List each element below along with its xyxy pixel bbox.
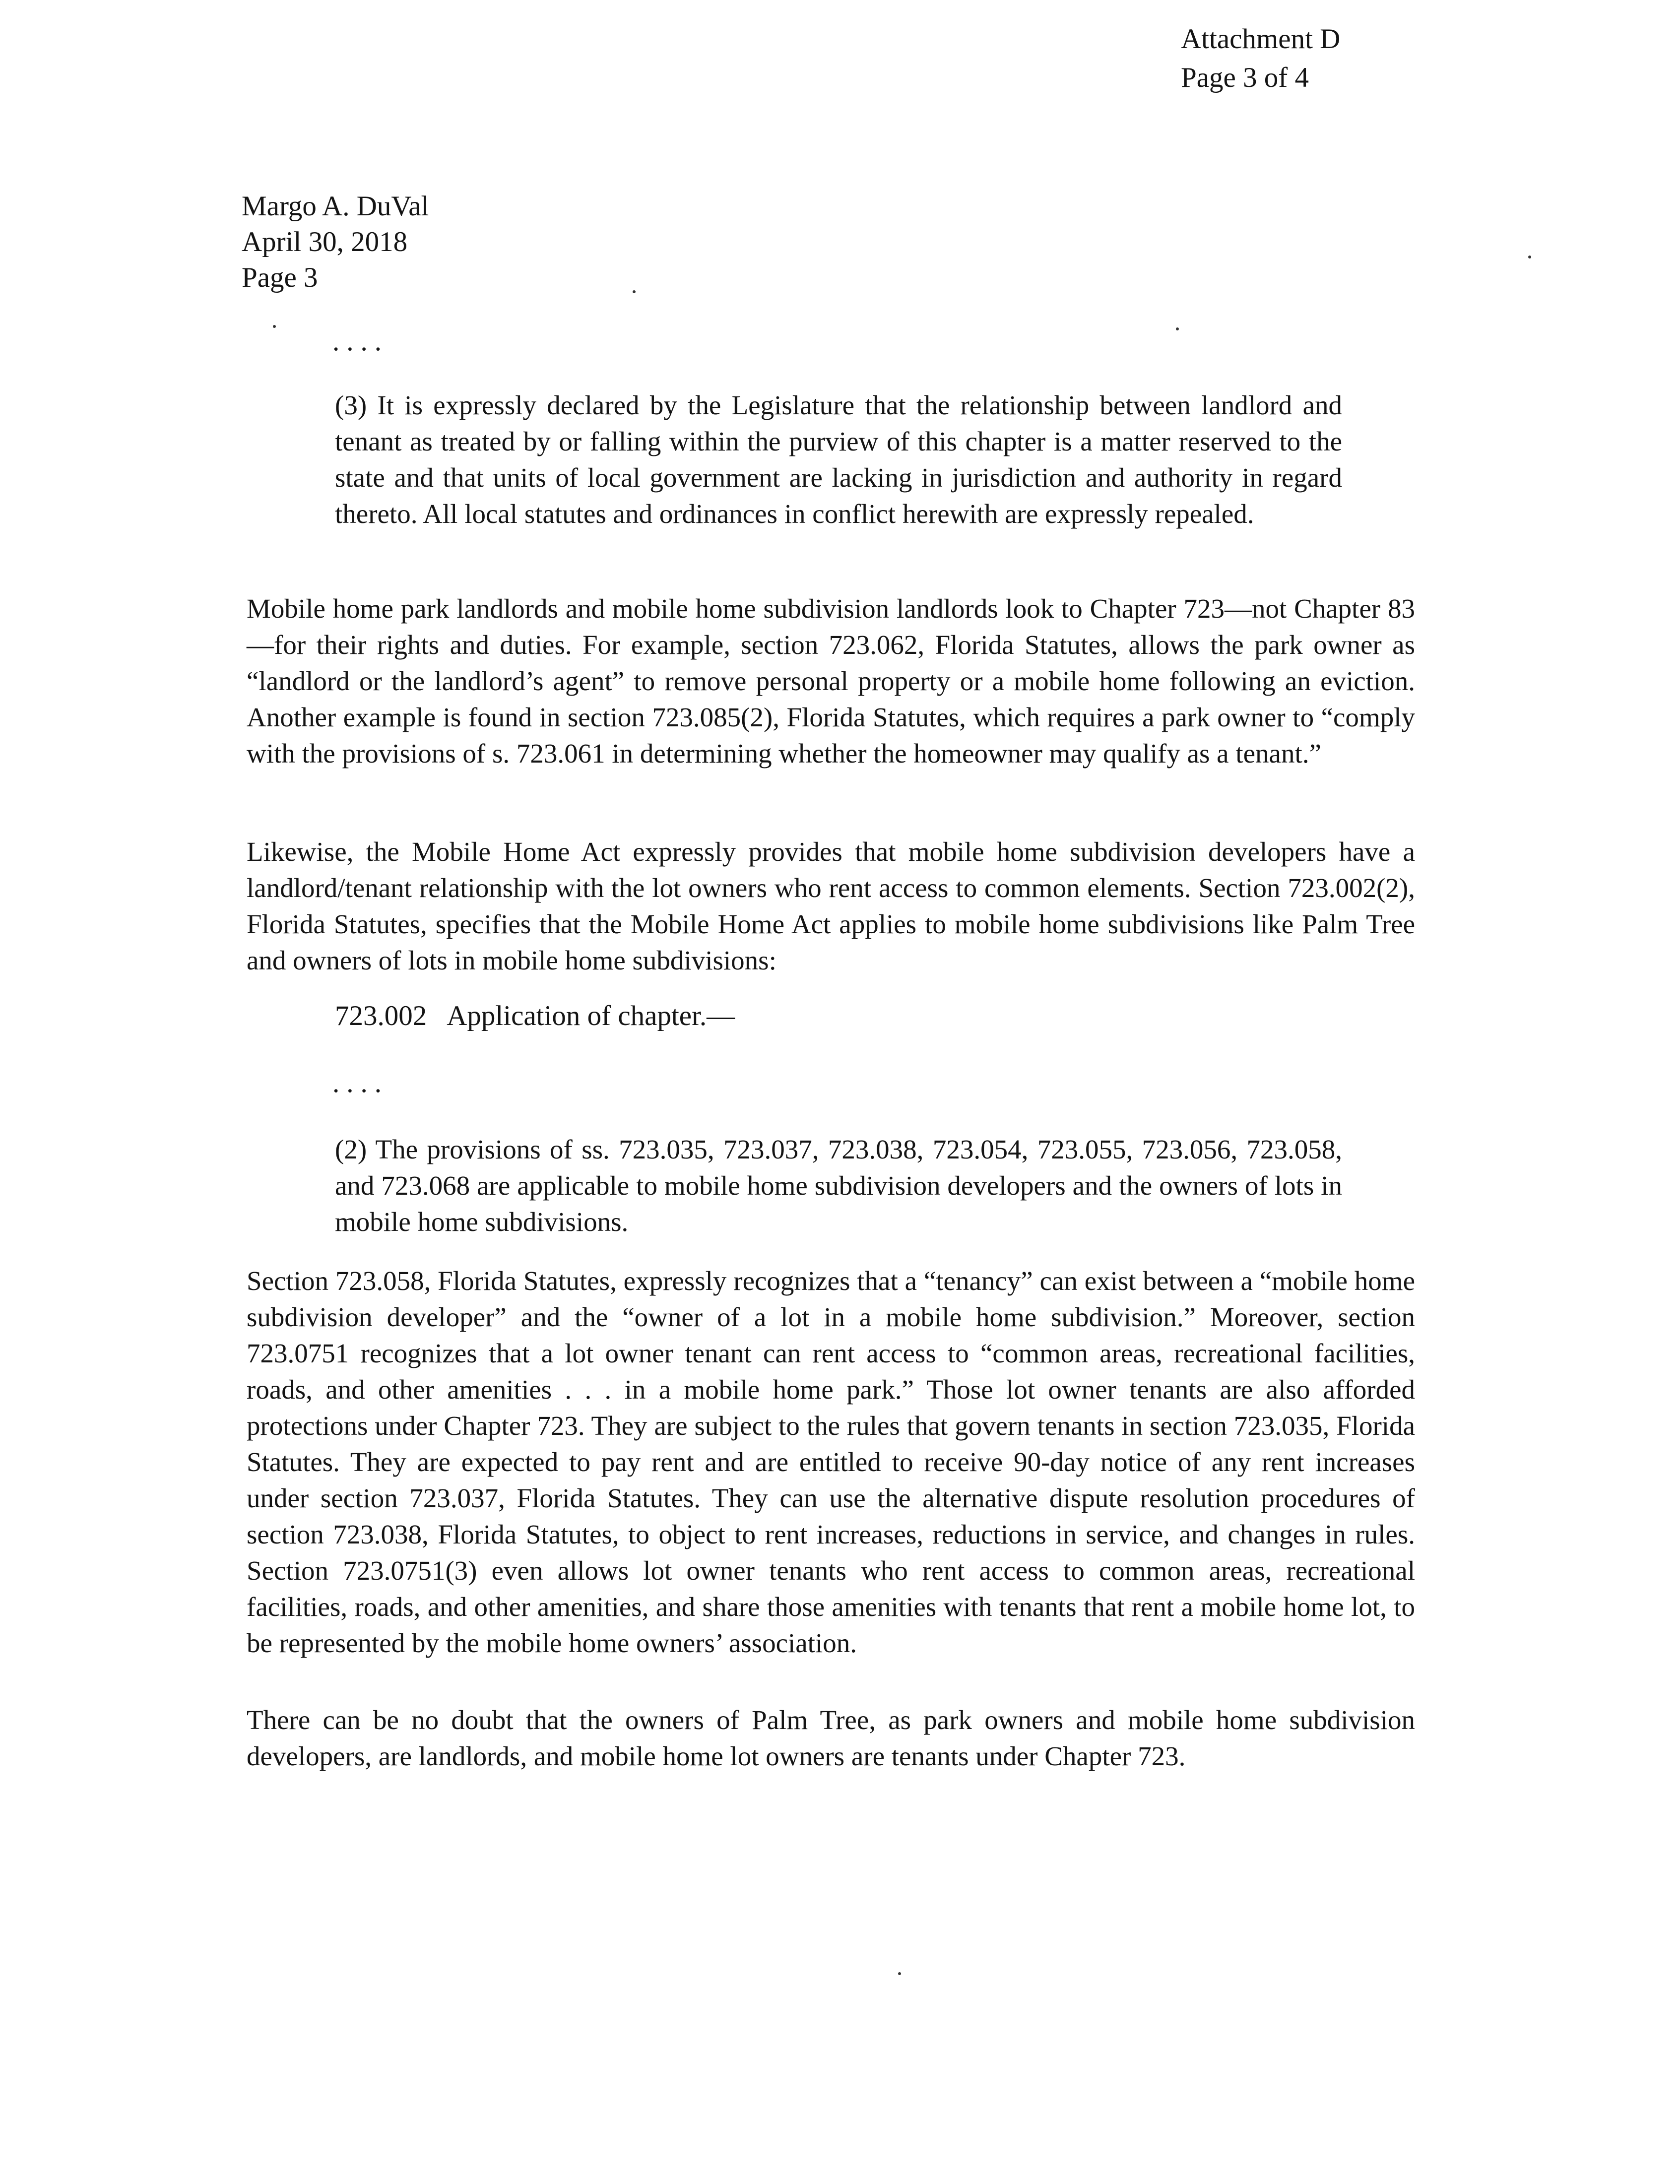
scan-speck (273, 325, 276, 328)
attachment-label (1181, 20, 1459, 97)
letter-header (242, 189, 837, 296)
statute-heading (335, 1000, 735, 1032)
attachment-page-count: Page 3 of 4 (1181, 62, 1309, 93)
scan-speck (1176, 327, 1179, 330)
statute-title: Application of chapter.— (447, 1000, 735, 1031)
statute-quote-1: (3) It is expressly declared by the Legislature that the relationship between landlord and tenant as treated by or falling within the purview of this chapter is a matter reserved to the state and that units of local government are lacking in jurisdiction and authority in regard thereto. All local statutes and ordinances in conflict herewith are expressly repealed. (335, 390, 1342, 529)
statute-number: 723.002 (335, 1000, 427, 1031)
letter-page-number: Page 3 (242, 262, 318, 293)
paragraph-2: Likewise, the Mobile Home Act expressly provides that mobile home subdivision developers have a landlord/tenant relationship with the lot owners who rent access to common elements. Section 723.002(2), Florida Statutes, specifies that the Mobile Home Act applies to mobile home subdivisions like Palm Tree and owners of lots in mobile home subdivisions: (247, 836, 1415, 975)
ellipsis-2: .... (332, 1067, 388, 1098)
paragraph-4: There can be no doubt that the owners of Palm Tree, as park owners and mobile home subdivision developers, are landlords, and mobile home lot owners are tenants under Chapter 723. (247, 1705, 1415, 1771)
paragraph-3: Section 723.058, Florida Statutes, expressly recognizes that a “tenancy” can exist between a “mobile home subdivision developer” and the “owner of a lot in a mobile home subdivision.” Moreover, section 723.0751 recognizes that a lot owner tenant can rent access to “common areas, recreational facilities, roads, and other amenities . . . in a mobile home park.” Those lot owner tenants are also afforded protections under Chapter 723. They are subject to the rules that govern tenants in section 723.035, Florida Statutes. They are expected to pay rent and are entitled to receive 90-day notice of any rent increases under section 723.037, Florida Statutes. They can use the alternative dispute resolution procedures of section 723.038, Florida Statutes, to object to rent increases, reductions in service, and changes in rules. Section 723.0751(3) even allows lot owner tenants who rent access to common areas, recreational facilities, roads, and other amenities, and share those amenities with tenants that rent a mobile home lot, to be represented by the mobile home owners’ association. (247, 1266, 1415, 1658)
letter-date: April 30, 2018 (242, 226, 408, 257)
scan-speck (898, 1972, 901, 1975)
ellipsis-1: .... (332, 325, 388, 357)
attachment-title: Attachment D (1181, 23, 1341, 55)
paragraph-1: Mobile home park landlords and mobile home subdivision landlords look to Chapter 723—not Chapter 83—for their rights and duties. For example, section 723.062, Florida Statutes, allows the park owner as “landlord or the landlord’s agent” to remove personal property or a mobile home following an eviction. Another example is found in section 723.085(2), Florida Statutes, which requires a park owner to “comply with the provisions of s. 723.061 in determining whether the homeowner may qualify as a tenant.” (247, 593, 1415, 769)
scan-speck (633, 290, 636, 293)
scan-speck (1528, 256, 1531, 258)
recipient-name: Margo A. DuVal (242, 191, 429, 222)
statute-quote-2: (2) The provisions of ss. 723.035, 723.037, 723.038, 723.054, 723.055, 723.056, 723.058, and 723.068 are applicable to mobile home subdivision developers and the owners of lots in mobile home subdivisions. (335, 1134, 1342, 1237)
